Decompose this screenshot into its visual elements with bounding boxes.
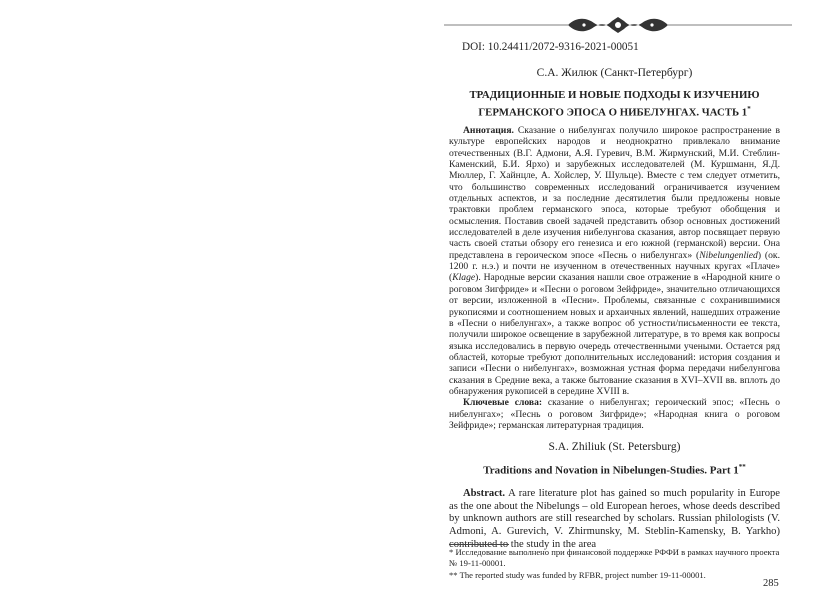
doi-line[interactable]: DOI: 10.24411/2072-9316-2021-00051 (462, 41, 639, 53)
annotation-italic-2: Klage (452, 272, 476, 284)
annotation-text-c: ). Народные версии сказания нашли свое отражение в «Народной книге о роговом Зигфриде» и «Песни о роговом Зейфриде», значительно отличающихся от версии, изложенной в «Песни». Проблемы, связанные с сохранившимися рукописями и соотношением новых и архаичных явлений, нашедших отражение в «Песни о нибелунгах», а также вопрос об устности/письменности ее текста, получили широкое освещение в зарубежной литературе, в то время как вопросы языка исследовались в первую очередь отечественными учеными. Остается ряд областей, которые требуют дополнительных исследований: история создания и записи «Песни о нибелунгах», возможная устная форма передачи нибелунгова сказания в Средние века, а также бытование сказания в XVI–XVII вв. вплоть до обнаружения рукописей в середине XVIII в. (449, 272, 780, 397)
title-ru-line-2: ГЕРМАНСКОГО ЭПОСА О НИБЕЛУНГАХ. ЧАСТЬ 1 (478, 106, 748, 119)
footnote-2: ** The reported study was funded by RFBR, project number 19-11-00001. (449, 570, 706, 580)
annotation-text-b: ) (ок. 1200 г. н.э.) и почти не изученном в отечественных научных кругах «Плаче» ( (449, 249, 780, 284)
abstract-paragraph (449, 488, 780, 552)
abstract-en-block (449, 488, 780, 550)
annotation-label: Аннотация. (463, 125, 514, 136)
annotation-paragraph (449, 125, 780, 397)
keywords-text: сказание о нибелунгах; героический эпос; «Песнь о нибелунгах»; «Песнь о роговом Зигфриде»; «Народная книга о роговом Зейфриде»; германская литературная традиция. (449, 397, 780, 431)
keywords-label: Ключевые слова: (463, 397, 543, 409)
footnote-marker-2[interactable]: ** (738, 463, 746, 471)
footnote-1: * Исследование выполнено при финансовой поддержке РФФИ в рамках научного проекта № 19-11-00001. (449, 547, 780, 568)
author-en: S.A. Zhiliuk (St. Petersburg) (548, 441, 681, 453)
abstract-label: Abstract. (463, 488, 506, 499)
abstract-text: A rare literature plot has gained so much popularity in Europe as the one about the Nibelungs – old European heroes, whose deeds described by unknown authors are still researched by scholars. Russian philologists (V. Admoni, A. Gurevich, V. Zhirmunsky, M. Steblin-Kamensky, B. Yarkho) contributed to the study in the area (449, 488, 780, 550)
footnote-separator (449, 544, 509, 545)
article-title-ru (449, 89, 780, 120)
annotation-block (449, 125, 780, 431)
footnote-marker-1[interactable]: * (747, 104, 751, 113)
annotation-text-a: Сказание о нибелунгах получило широкое распространение в культуре европейских народов и неоднократно привлекало внимание отечественных (В.Г. Адмони, А.Я. Гуревич, В.М. Жирмунский, М.И. Стеблин-Каменский, Б.И. Ярхо) и зарубежных исследователей (М. Куршманн, Я.Д. Мюллер, Г. Хайнцле, А. Хойслер, У. Шульце). Вместе с тем следует отметить, что большинство современных исследований ограничивается изучением отдельных аспектов, и за последние десятилетия были предложены новые трактовки проблем германского эпоса, которые требуют обобщения и осмысления. Поставив своей задачей представить обзор основных достижений исследователей в деле изучения нибелунгова сказания, автор посвящает первую часть своей статьи обзору его генезиса и его южной (германской) версии. Она представлена в героическом эпосе «Песнь о нибелунгах» ( (449, 125, 780, 261)
author-ru: С.А. Жилюк (Санкт-Петербург) (536, 67, 693, 79)
page-number: 285 (763, 578, 779, 589)
header-ornament-icon (444, 14, 792, 36)
title-ru-line-1: ТРАДИЦИОННЫЕ И НОВЫЕ ПОДХОДЫ К ИЗУЧЕНИЮ (469, 89, 760, 101)
article-title-en (449, 463, 780, 477)
annotation-italic-1: Nibelungenlied (699, 249, 758, 261)
title-en-text: Traditions and Novation in Nibelungen-Studies. Part 1 (483, 464, 739, 477)
keywords-paragraph (449, 397, 780, 431)
